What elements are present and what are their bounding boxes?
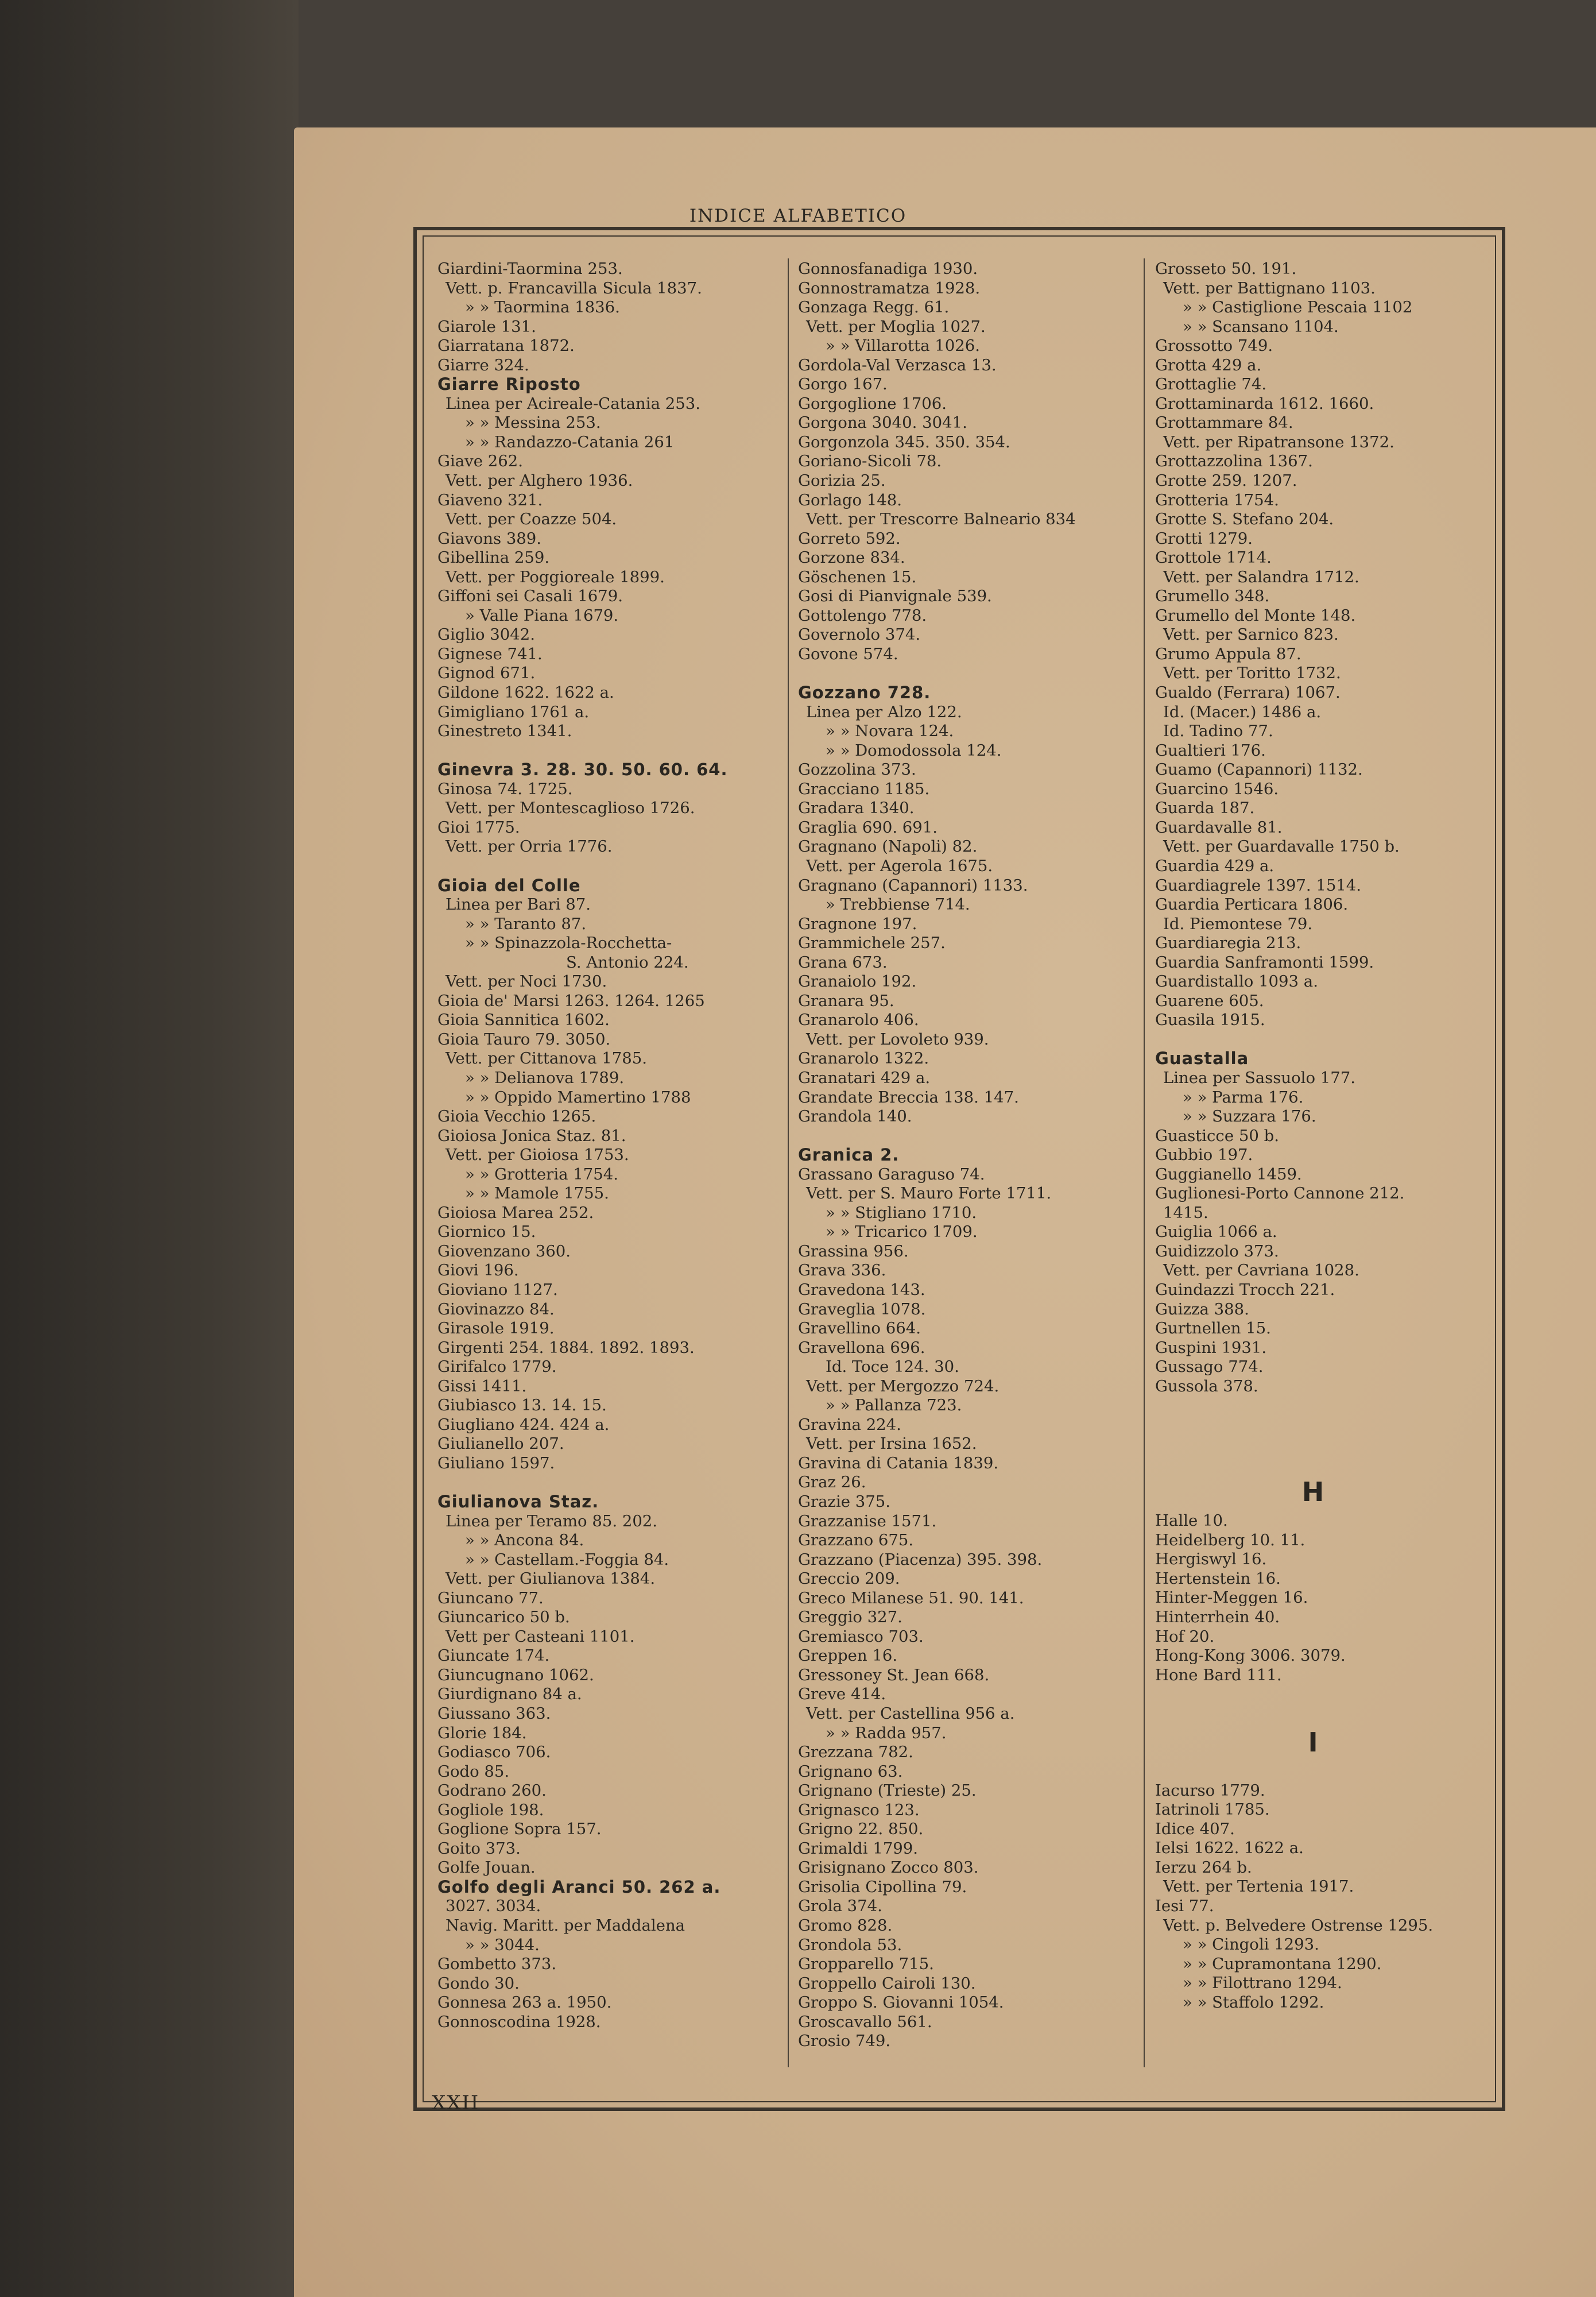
index-entry: Guamo (Capannori) 1132. xyxy=(1155,760,1363,779)
index-entry: Giuncate 174. xyxy=(437,1646,550,1665)
column-rule xyxy=(1144,258,1145,2067)
index-entry: Girgenti 254. 1884. 1892. 1893. xyxy=(437,1338,695,1357)
index-entry: Gioia Sannitica 1602. xyxy=(437,1011,610,1030)
index-entry: Godo 85. xyxy=(437,1762,510,1781)
index-entry: » » Tricarico 1709. xyxy=(826,1223,978,1242)
index-entry: Ginestreto 1341. xyxy=(437,722,572,741)
index-entry: » » Cupramontana 1290. xyxy=(1183,1954,1382,1973)
index-entry: Graz 26. xyxy=(798,1473,866,1492)
index-entry: Vett. per Ripatransone 1372. xyxy=(1163,432,1394,451)
index-entry: Vett. per Cittanova 1785. xyxy=(446,1049,647,1068)
spacer xyxy=(437,741,782,761)
index-entry: Gildone 1622. 1622 a. xyxy=(437,683,614,702)
index-entry: Giavons 389. xyxy=(437,529,542,548)
index-entry: » » Messina 253. xyxy=(465,413,601,432)
index-entry: Giussano 363. xyxy=(437,1704,551,1723)
index-entry: Guggianello 1459. xyxy=(1155,1165,1302,1184)
index-entry: Grottaglie 74. xyxy=(1155,375,1267,394)
index-entry: » » Castiglione Pescaia 1102 xyxy=(1183,298,1413,317)
index-entry: Giave 262. xyxy=(437,452,523,471)
index-entry: Giuncugnano 1062. xyxy=(437,1665,594,1684)
spacer xyxy=(1155,1434,1500,1473)
index-entry: Grazie 375. xyxy=(798,1492,891,1511)
index-entry: » » Spinazzola-Rocchetta- xyxy=(465,934,672,953)
index-entry: » » Domodossola 124. xyxy=(826,741,1002,760)
index-entry: Vett. per Montescaglioso 1726. xyxy=(446,799,695,818)
index-entry: Ierzu 264 b. xyxy=(1155,1858,1252,1877)
index-entry: Goriano-Sicoli 78. xyxy=(798,452,942,471)
index-entry: Vett. per Castellina 956 a. xyxy=(806,1704,1015,1723)
index-entry: » » Taormina 1836. xyxy=(465,298,620,317)
book-spine-background xyxy=(0,0,299,2297)
index-entry: Gressoney St. Jean 668. xyxy=(798,1665,990,1684)
spacer xyxy=(798,664,1142,683)
index-entry: Goito 373. xyxy=(437,1839,521,1858)
index-entry: Grava 336. xyxy=(798,1261,886,1280)
index-entry: Göschenen 15. xyxy=(798,567,917,586)
index-entry: » » Scansano 1104. xyxy=(1183,317,1339,336)
index-entry: Grotte 259. 1207. xyxy=(1155,471,1297,490)
index-entry: » » Parma 176. xyxy=(1183,1088,1304,1107)
index-entry: » » Radda 957. xyxy=(826,1723,947,1742)
index-entry: Greve 414. xyxy=(798,1685,886,1704)
index-entry: Iatrinoli 1785. xyxy=(1155,1800,1270,1819)
index-entry: Gonzaga Regg. 61. xyxy=(798,298,950,317)
running-header: INDICE ALFABETICO xyxy=(689,206,907,226)
index-entry: Guasticce 50 b. xyxy=(1155,1126,1279,1145)
index-entry: Gravina di Catania 1839. xyxy=(798,1453,999,1472)
index-entry: Halle 10. xyxy=(1155,1511,1228,1530)
index-entry: Groscavallo 561. xyxy=(798,2012,932,2031)
index-heading: Giulianova Staz. xyxy=(437,1492,599,1511)
index-entry: » » Mamole 1755. xyxy=(465,1184,609,1203)
index-entry: Groppello Cairoli 130. xyxy=(798,1974,976,1993)
index-entry: Vett per Casteani 1101. xyxy=(446,1627,635,1646)
index-entry: Guardia Sanframonti 1599. xyxy=(1155,953,1374,972)
index-entry: Gioia Tauro 79. 3050. xyxy=(437,1030,611,1049)
index-entry: Grassano Garaguso 74. xyxy=(798,1165,985,1184)
index-entry: Giarre 324. xyxy=(437,355,529,374)
index-entry: Giuliano 1597. xyxy=(437,1453,555,1472)
index-entry: Gorgoglione 1706. xyxy=(798,394,947,413)
index-entry: Grignano 63. xyxy=(798,1762,903,1781)
index-column-1 xyxy=(437,260,782,2032)
page-number: XXII xyxy=(432,2091,480,2114)
index-entry: Grottaminarda 1612. 1660. xyxy=(1155,394,1374,413)
index-column-2 xyxy=(798,260,1142,2051)
index-entry: Grazzano (Piacenza) 395. 398. xyxy=(798,1550,1043,1569)
index-entry: Grimaldi 1799. xyxy=(798,1839,919,1858)
index-entry: Godrano 260. xyxy=(437,1781,547,1800)
index-heading: Gozzano 728. xyxy=(798,683,931,703)
index-entry: Grottole 1714. xyxy=(1155,548,1272,567)
index-entry: Guarda 187. xyxy=(1155,799,1255,818)
index-entry: Id. (Macer.) 1486 a. xyxy=(1163,702,1322,721)
index-heading: Ginevra 3. 28. 30. 50. 60. 64. xyxy=(437,760,728,780)
index-entry: » » Suzzara 176. xyxy=(1183,1107,1316,1126)
index-entry: Hinterrhein 40. xyxy=(1155,1608,1280,1626)
index-entry: Vett. per Trescorre Balneario 834 xyxy=(806,510,1076,529)
index-entry: Vett. per Gioiosa 1753. xyxy=(446,1146,629,1165)
index-entry: Hone Bard 111. xyxy=(1155,1665,1282,1684)
index-heading: Gioia del Colle xyxy=(437,875,581,895)
index-entry: Gondo 30. xyxy=(437,1974,520,1993)
index-entry: Grottammare 84. xyxy=(1155,413,1293,432)
index-entry: Gioiosa Jonica Staz. 81. xyxy=(437,1126,626,1145)
index-entry: » » Novara 124. xyxy=(826,722,954,741)
index-entry: Gracciano 1185. xyxy=(798,779,930,798)
index-entry: Hertenstein 16. xyxy=(1155,1569,1281,1588)
index-entry: Gissi 1411. xyxy=(437,1376,527,1395)
index-entry: Girifalco 1779. xyxy=(437,1358,557,1376)
index-entry: Linea per Teramo 85. 202. xyxy=(446,1511,658,1530)
index-entry: Gonnesa 263 a. 1950. xyxy=(437,1993,612,2012)
index-entry: Golfe Jouan. xyxy=(437,1858,536,1877)
index-entry: Hong-Kong 3006. 3079. xyxy=(1155,1646,1346,1665)
index-entry: Grottazzolina 1367. xyxy=(1155,452,1313,471)
column-rule xyxy=(788,258,789,2067)
index-entry: Goglione Sopra 157. xyxy=(437,1820,602,1839)
index-entry: Gordola-Val Verzasca 13. xyxy=(798,355,997,374)
index-entry: Gimigliano 1761 a. xyxy=(437,702,590,721)
index-entry: Vett. per Guardavalle 1750 b. xyxy=(1163,837,1400,856)
index-entry: Gignese 741. xyxy=(437,644,543,663)
index-entry: Giugliano 424. 424 a. xyxy=(437,1415,610,1434)
index-entry: Guglionesi-Porto Cannone 212. xyxy=(1155,1184,1405,1203)
index-entry: Idice 407. xyxy=(1155,1819,1235,1838)
index-entry: 1415. xyxy=(1163,1203,1208,1222)
index-entry: Gradara 1340. xyxy=(798,799,915,818)
index-entry: Gozzolina 373. xyxy=(798,760,916,779)
index-entry: Vett. per Alghero 1936. xyxy=(446,471,633,490)
index-entry: Id. Toce 124. 30. xyxy=(826,1358,959,1376)
index-entry: Gussola 378. xyxy=(1155,1376,1258,1395)
index-entry: » Trebbiense 714. xyxy=(826,895,970,914)
index-entry: Greggio 327. xyxy=(798,1608,902,1627)
index-entry: Grotta 429 a. xyxy=(1155,355,1262,374)
index-entry: Gonnoscodina 1928. xyxy=(437,2012,601,2031)
index-entry: Vett. per Sarnico 823. xyxy=(1163,625,1339,644)
index-entry: Granara 95. xyxy=(798,991,894,1010)
index-entry: Grignasco 123. xyxy=(798,1800,920,1819)
index-entry: Girasole 1919. xyxy=(437,1319,555,1338)
index-entry: Granaiolo 192. xyxy=(798,972,917,991)
index-entry: Gremiasco 703. xyxy=(798,1627,924,1646)
index-entry: Gualdo (Ferrara) 1067. xyxy=(1155,683,1341,702)
index-entry: Vett. per Toritto 1732. xyxy=(1163,664,1341,683)
index-entry: Hinter-Meggen 16. xyxy=(1155,1588,1308,1607)
index-entry: Govone 574. xyxy=(798,644,898,663)
index-entry: » » Stigliano 1710. xyxy=(826,1203,977,1222)
index-entry: Granarolo 1322. xyxy=(798,1049,929,1068)
index-entry: Guardistallo 1093 a. xyxy=(1155,972,1318,991)
index-entry: Granatari 429 a. xyxy=(798,1068,931,1087)
index-entry: Giffoni sei Casali 1679. xyxy=(437,587,623,606)
index-entry: Gottolengo 778. xyxy=(798,606,927,625)
index-entry: Giubiasco 13. 14. 15. xyxy=(437,1396,607,1415)
index-entry: Grezzana 782. xyxy=(798,1743,913,1762)
index-entry: Grosio 749. xyxy=(798,2032,891,2051)
index-entry: Gualtieri 176. xyxy=(1155,741,1266,760)
index-entry: Greco Milanese 51. 90. 141. xyxy=(798,1588,1024,1607)
index-entry: Vett. per Orria 1776. xyxy=(446,837,613,856)
index-entry: Gromo 828. xyxy=(798,1916,893,1935)
section-letter-h: H xyxy=(1301,1476,1324,1508)
index-entry: Gubbio 197. xyxy=(1155,1146,1253,1165)
index-heading: Golfo degli Aranci 50. 262 a. xyxy=(437,1877,721,1897)
index-entry: Grumello del Monte 148. xyxy=(1155,606,1356,625)
index-entry: Glorie 184. xyxy=(437,1723,527,1742)
index-entry: Grotti 1279. xyxy=(1155,529,1253,548)
index-entry: Iesi 77. xyxy=(1155,1897,1214,1916)
index-entry: Iacurso 1779. xyxy=(1155,1781,1265,1800)
index-entry: Giuncano 77. xyxy=(437,1588,544,1607)
index-entry: Grondola 53. xyxy=(798,1935,902,1954)
index-entry: Gioviano 1127. xyxy=(437,1280,558,1299)
index-entry: Gravina 224. xyxy=(798,1415,901,1434)
spacer xyxy=(1155,1030,1500,1050)
index-entry: » » Delianova 1789. xyxy=(465,1068,625,1087)
index-entry: Guspini 1931. xyxy=(1155,1338,1267,1357)
index-entry: Giuncarico 50 b. xyxy=(437,1608,570,1627)
index-entry: Navig. Maritt. per Maddalena xyxy=(446,1916,685,1935)
index-entry: Gignod 671. xyxy=(437,664,536,683)
index-entry: Gragnano (Napoli) 82. xyxy=(798,837,978,856)
index-entry: » » Staffolo 1292. xyxy=(1183,1993,1324,2012)
index-entry: Heidelberg 10. 11. xyxy=(1155,1530,1306,1549)
index-entry: Giarole 131. xyxy=(437,317,536,336)
index-entry: Guidizzolo 373. xyxy=(1155,1242,1279,1260)
index-entry: Graglia 690. 691. xyxy=(798,818,938,837)
index-entry: Graveglia 1078. xyxy=(798,1300,926,1318)
index-entry: Gioia de' Marsi 1263. 1264. 1265 xyxy=(437,991,705,1010)
index-entry: Grazzanise 1571. xyxy=(798,1511,937,1530)
index-entry: Grisolia Cipollina 79. xyxy=(798,1877,967,1896)
spacer xyxy=(1155,1685,1500,1723)
index-entry: Vett. per Cavriana 1028. xyxy=(1163,1261,1359,1280)
index-entry: Guardia Perticara 1806. xyxy=(1155,895,1349,914)
index-entry: » » Ancona 84. xyxy=(465,1531,584,1550)
index-entry: Grazzano 675. xyxy=(798,1531,914,1550)
index-entry: Giardini-Taormina 253. xyxy=(437,260,623,278)
index-entry: Grandate Breccia 138. 147. xyxy=(798,1088,1019,1107)
index-entry: Guarcino 1546. xyxy=(1155,779,1279,798)
index-entry: Grisignano Zocco 803. xyxy=(798,1858,979,1877)
index-heading: Granica 2. xyxy=(798,1145,900,1165)
index-entry: Linea per Alzo 122. xyxy=(806,702,962,721)
index-entry: Ginosa 74. 1725. xyxy=(437,779,573,798)
index-entry: Vett. per S. Mauro Forte 1711. xyxy=(806,1184,1052,1203)
index-entry: Ielsi 1622. 1622 a. xyxy=(1155,1839,1304,1858)
index-entry: 3027. 3034. xyxy=(446,1897,541,1916)
index-entry: Gombetto 373. xyxy=(437,1955,557,1974)
index-entry: Guarene 605. xyxy=(1155,991,1264,1010)
index-entry: Vett. per Moglia 1027. xyxy=(806,317,986,336)
index-entry: Gioiosa Marea 252. xyxy=(437,1203,594,1222)
index-entry: Hergiswyl 16. xyxy=(1155,1550,1267,1569)
index-entry: Vett. per Battignano 1103. xyxy=(1163,279,1376,297)
index-entry: Giornico 15. xyxy=(437,1223,536,1242)
index-entry: Gragnano (Capannori) 1133. xyxy=(798,876,1028,895)
index-entry: Gravellona 696. xyxy=(798,1338,925,1357)
index-entry: Gogliole 198. xyxy=(437,1800,544,1819)
index-entry: Grossotto 749. xyxy=(1155,337,1273,355)
index-entry: Vett. per Mergozzo 724. xyxy=(806,1376,1000,1395)
index-entry: Vett. per Noci 1730. xyxy=(446,972,607,991)
index-entry: Guindazzi Trocch 221. xyxy=(1155,1280,1335,1299)
index-entry: Greccio 209. xyxy=(798,1569,900,1588)
index-entry: Gragnone 197. xyxy=(798,914,917,933)
index-entry: Gioi 1775. xyxy=(437,818,520,837)
index-entry: Giaveno 321. xyxy=(437,490,543,509)
index-entry: Vett. per Salandra 1712. xyxy=(1163,567,1359,586)
index-entry: Guardiaregia 213. xyxy=(1155,934,1301,953)
index-entry: Gonnosfanadiga 1930. xyxy=(798,260,978,278)
index-entry: Gonnostramatza 1928. xyxy=(798,279,981,297)
index-entry: » Valle Piana 1679. xyxy=(465,606,619,625)
index-entry: Grosseto 50. 191. xyxy=(1155,260,1297,278)
index-entry: Giulianello 207. xyxy=(437,1434,564,1453)
index-entry: » » Taranto 87. xyxy=(465,914,587,933)
section-letter-i: I xyxy=(1308,1727,1318,1758)
index-entry: Id. Tadino 77. xyxy=(1163,722,1273,741)
index-entry: Guardia 429 a. xyxy=(1155,856,1275,875)
index-entry: Gussago 774. xyxy=(1155,1358,1264,1376)
index-entry: Id. Piemontese 79. xyxy=(1163,914,1313,933)
index-entry: Groppo S. Giovanni 1054. xyxy=(798,1993,1004,2012)
index-entry: Godiasco 706. xyxy=(437,1743,551,1762)
index-entry: Vett. per Giulianova 1384. xyxy=(446,1569,656,1588)
spacer xyxy=(798,1127,1142,1146)
index-entry: Grandola 140. xyxy=(798,1107,912,1126)
spacer xyxy=(437,1473,782,1492)
index-entry: Guasila 1915. xyxy=(1155,1011,1265,1030)
spacer xyxy=(1155,1396,1500,1434)
index-entry: Gibellina 259. xyxy=(437,548,550,567)
index-entry: Grassina 956. xyxy=(798,1242,909,1260)
index-entry: Giovi 196. xyxy=(437,1261,519,1280)
spacer xyxy=(1155,1762,1500,1781)
index-entry: » » Cingoli 1293. xyxy=(1183,1935,1319,1954)
index-entry: Granarolo 406. xyxy=(798,1011,919,1030)
index-heading: Guastalla xyxy=(1155,1049,1249,1069)
index-entry: Vett. per Tertenia 1917. xyxy=(1163,1877,1354,1896)
index-entry: Linea per Bari 87. xyxy=(446,895,591,914)
index-entry: Giovinazzo 84. xyxy=(437,1300,555,1318)
index-entry: Greppen 16. xyxy=(798,1646,898,1665)
index-entry: Giarratana 1872. xyxy=(437,337,575,355)
index-entry: Giglio 3042. xyxy=(437,625,535,644)
index-entry: Vett. per Agerola 1675. xyxy=(806,856,993,875)
spacer xyxy=(437,857,782,876)
index-entry: » » Pallanza 723. xyxy=(826,1396,962,1415)
index-entry: Giovenzano 360. xyxy=(437,1242,571,1260)
index-entry: Vett. p. Francavilla Sicula 1837. xyxy=(446,279,702,297)
index-heading: Giarre Riposto xyxy=(437,374,581,395)
index-entry: Vett. per Poggioreale 1899. xyxy=(446,567,665,586)
index-entry: Vett. per Irsina 1652. xyxy=(806,1434,977,1453)
index-entry: Vett. p. Belvedere Ostrense 1295. xyxy=(1163,1916,1434,1935)
index-entry: Giurdignano 84 a. xyxy=(437,1685,582,1704)
index-entry: » » Oppido Mamertino 1788 xyxy=(465,1088,691,1107)
index-entry: Grignano (Trieste) 25. xyxy=(798,1781,977,1800)
index-entry: Gorgonzola 345. 350. 354. xyxy=(798,432,1010,451)
index-entry: Governolo 374. xyxy=(798,625,921,644)
index-entry: Grotteria 1754. xyxy=(1155,490,1279,509)
index-entry: Gravedona 143. xyxy=(798,1280,925,1299)
index-entry: Gorgo 167. xyxy=(798,375,888,394)
index-entry: Gravellino 664. xyxy=(798,1319,921,1338)
index-entry: » » Randazzo-Catania 261 xyxy=(465,432,675,451)
index-entry: Grola 374. xyxy=(798,1897,882,1916)
index-entry: Gorizia 25. xyxy=(798,471,886,490)
index-entry: Hof 20. xyxy=(1155,1627,1215,1646)
index-entry: Linea per Acireale-Catania 253. xyxy=(446,394,700,413)
index-entry: Gurtnellen 15. xyxy=(1155,1319,1271,1338)
index-entry: Guardavalle 81. xyxy=(1155,818,1283,837)
index-entry: Gosi di Pianvignale 539. xyxy=(798,587,992,606)
index-entry: » » Grotteria 1754. xyxy=(465,1165,618,1184)
index-entry: Gropparello 715. xyxy=(798,1955,934,1974)
index-entry: S. Antonio 224. xyxy=(566,953,689,972)
index-entry: » » Villarotta 1026. xyxy=(826,337,980,355)
index-entry: Grana 673. xyxy=(798,953,888,972)
index-entry: Guiglia 1066 a. xyxy=(1155,1223,1277,1242)
index-entry: Grigno 22. 850. xyxy=(798,1820,924,1839)
index-entry: » » Castellam.-Foggia 84. xyxy=(465,1550,669,1569)
index-entry: Guizza 388. xyxy=(1155,1300,1249,1318)
index-entry: Grumello 348. xyxy=(1155,587,1270,606)
index-entry: Vett. per Coazze 504. xyxy=(446,510,617,529)
index-entry: » » Filottrano 1294. xyxy=(1183,1974,1342,1993)
index-entry: Guardiagrele 1397. 1514. xyxy=(1155,876,1362,895)
index-entry: Grotte S. Stefano 204. xyxy=(1155,510,1334,529)
index-entry: Gioia Vecchio 1265. xyxy=(437,1107,596,1126)
index-entry: Gorgona 3040. 3041. xyxy=(798,413,967,432)
index-entry: Linea per Sassuolo 177. xyxy=(1163,1068,1355,1087)
index-entry: Vett. per Lovoleto 939. xyxy=(806,1030,989,1049)
index-entry: Grammichele 257. xyxy=(798,934,946,953)
index-column-3 xyxy=(1155,260,1500,2012)
index-entry: » » 3044. xyxy=(465,1935,540,1954)
index-entry: Gorreto 592. xyxy=(798,529,901,548)
index-entry: Gorlago 148. xyxy=(798,490,902,509)
index-entry: Gorzone 834. xyxy=(798,548,905,567)
index-entry: Grumo Appula 87. xyxy=(1155,644,1301,663)
